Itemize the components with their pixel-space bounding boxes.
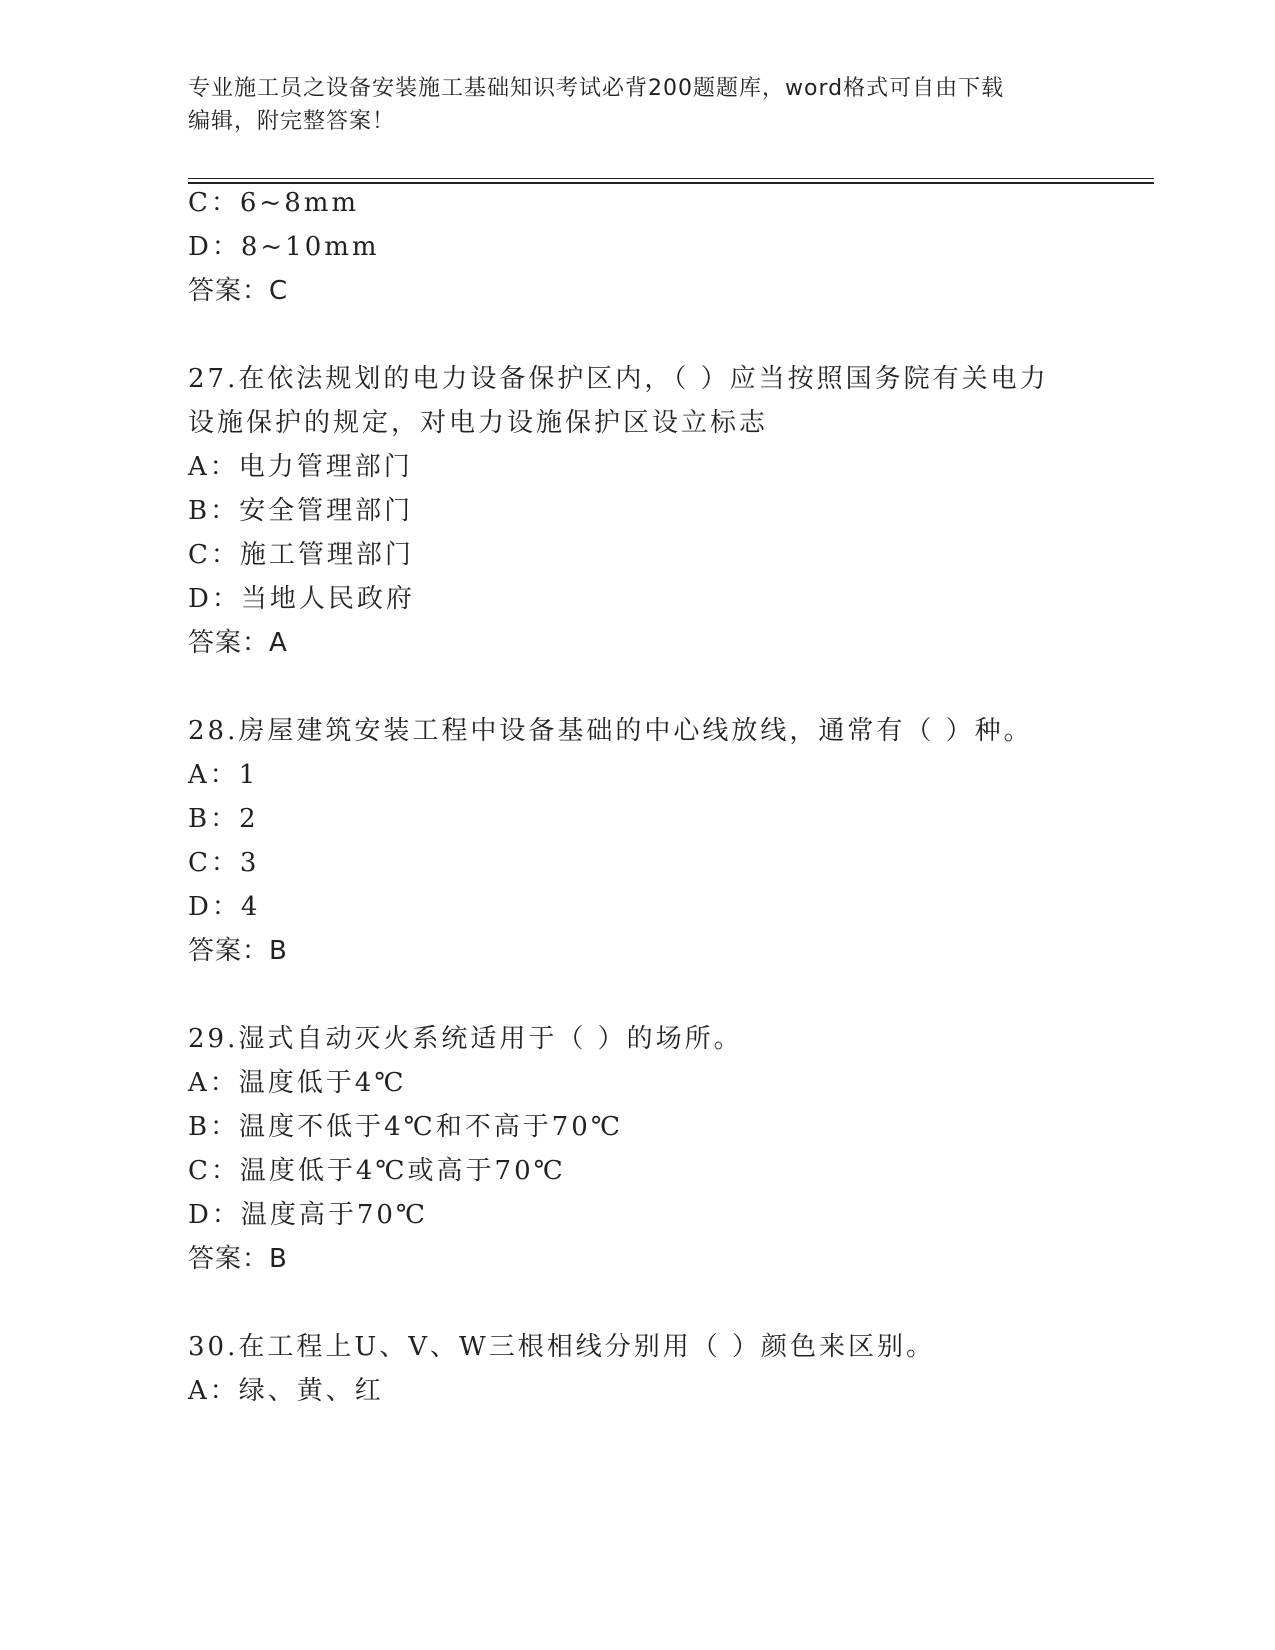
q27-stem-line-1: 27.在依法规划的电力设备保护区内，（ ）应当按照国务院有关电力 (188, 364, 1049, 394)
q27-option-b: B：安全管理部门 (188, 496, 414, 526)
q26-option-c: C：6~8mm (188, 188, 360, 218)
q28-option-c: C：3 (188, 848, 260, 878)
q28-option-a: A：1 (188, 760, 259, 790)
header-divider-thick (188, 182, 1154, 184)
q28-option-b: B：2 (188, 804, 259, 834)
q29-option-c: C：温度低于4℃或高于70℃ (188, 1156, 566, 1186)
q27-option-c: C：施工管理部门 (188, 540, 414, 570)
q29-option-a: A：温度低于4℃ (188, 1068, 407, 1098)
q28-answer: 答案：B (188, 936, 288, 966)
q27-stem-line-2: 设施保护的规定，对电力设施保护区设立标志 (188, 408, 769, 438)
q29-answer: 答案：B (188, 1244, 288, 1274)
q26-answer: 答案：C (188, 276, 289, 306)
q30-option-a: A：绿、黄、红 (188, 1376, 384, 1406)
q28-stem-line-1: 28.房屋建筑安装工程中设备基础的中心线放线，通常有（ ）种。 (188, 716, 1033, 746)
header-line-2: 编辑，附完整答案！ (188, 109, 396, 134)
q27-option-a: A：电力管理部门 (188, 452, 413, 482)
header-divider-thin (188, 178, 1154, 179)
q27-option-d: D：当地人民政府 (188, 584, 415, 614)
header-line-1: 专业施工员之设备安装施工基础知识考试必背200题题库，word格式可自由下载 (188, 76, 1005, 101)
q26-option-d: D：8~10mm (188, 232, 380, 262)
q27-answer: 答案：A (188, 628, 288, 658)
q29-stem-line-1: 29.湿式自动灭火系统适用于（ ）的场所。 (188, 1024, 743, 1054)
q29-option-d: D：温度高于70℃ (188, 1200, 429, 1230)
document-header (188, 72, 1088, 138)
q29-option-b: B：温度不低于4℃和不高于70℃ (188, 1112, 623, 1142)
q28-option-d: D：4 (188, 892, 261, 922)
q30-stem-line-1: 30.在工程上U、V、W三根相线分别用（ ）颜色来区别。 (188, 1332, 936, 1362)
